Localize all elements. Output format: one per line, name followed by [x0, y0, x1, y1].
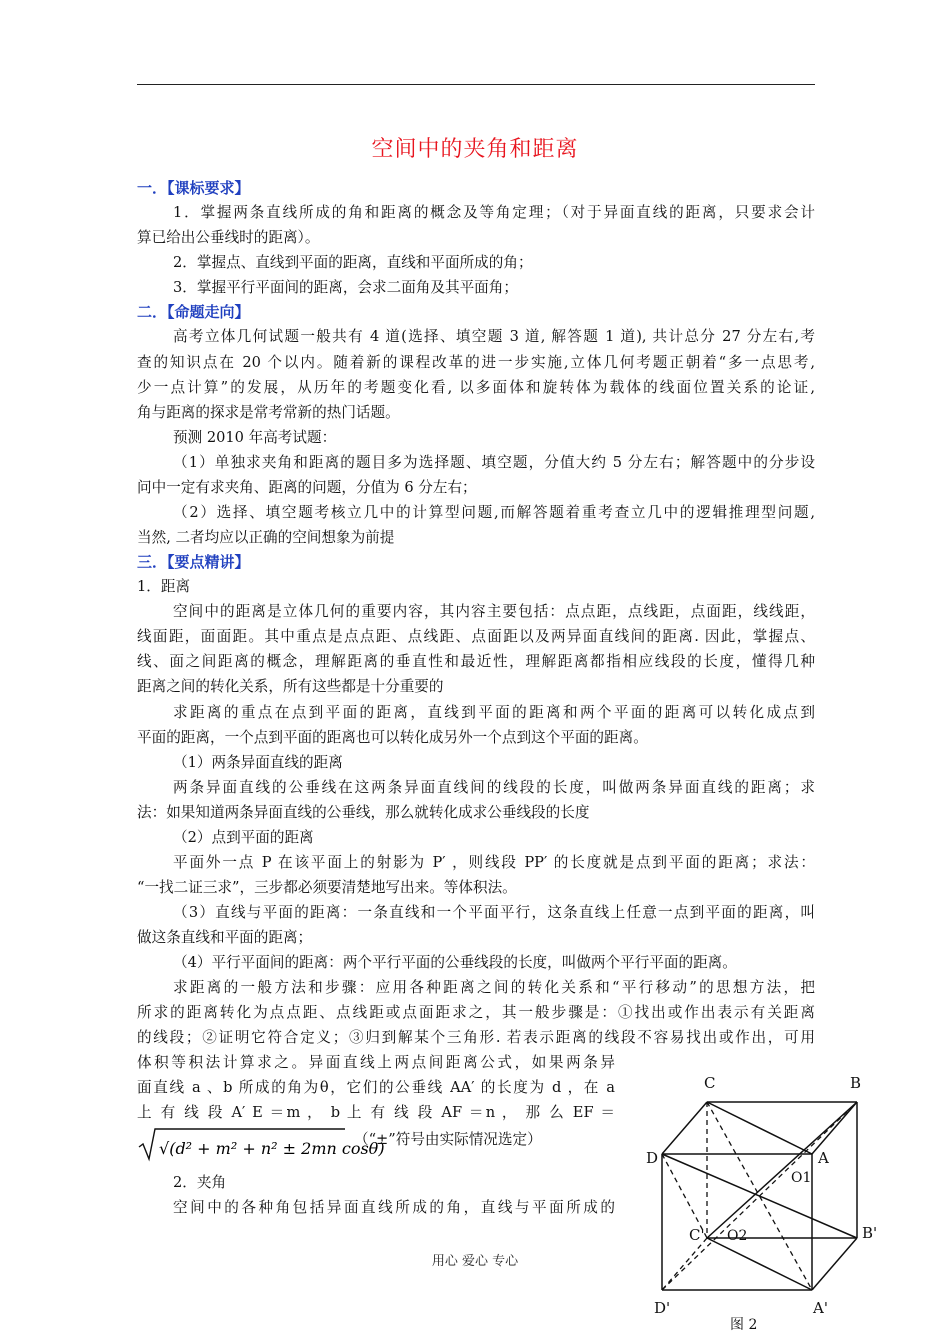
cube-figure [640, 1068, 940, 1338]
paragraph-line: 线、面之间距离的概念，理解距离的垂直性和最近性，理解距离都指相应线段的长度，懂得几种 [137, 653, 815, 670]
paragraph-line: 法：如果知道两条异面直线的公垂线，那么就转化成求公垂线段的长度 [137, 804, 590, 821]
paragraph-line: 算已给出公垂线时的距离）。 [137, 229, 320, 246]
section-heading-1: 一．【课标要求】 [137, 179, 250, 197]
paragraph-line: 3．掌握平行平面间的距离，会求二面角及其平面角； [173, 279, 518, 296]
paragraph-line: 少一点计算”的发展，从历年的考题变化看, 以多面体和旋转体为载体的线面位置关系的论证, [137, 379, 815, 396]
distance-formula [137, 1127, 385, 1163]
vertex-label-c: C [704, 1074, 716, 1092]
paragraph-line: （2）选择、填空题考核立几中的计算型问题,而解答题着重考查立几中的逻辑推理型问题, [173, 504, 815, 521]
paragraph-line: （3）直线与平面的距离：一条直线和一个平面平行，这条直线上任意一点到平面的距离，叫 [173, 904, 815, 921]
paragraph-line: 两条异面直线的公垂线在这两条异面直线间的线段的长度，叫做两条异面直线的距离；求 [173, 779, 815, 796]
vertex-label-a: A [818, 1149, 829, 1167]
paragraph-line: 空间中的各种角包括异面直线所成的角，直线与平面所成的 [173, 1199, 615, 1216]
page-title: 空间中的夹角和距离 [371, 137, 579, 162]
vertex-label-d-prime: D' [654, 1299, 671, 1317]
subheading: 1．距离 [137, 578, 191, 595]
paragraph-line: 平面外一点 P 在该平面上的射影为 P′ ，则线段 PP′ 的长度就是点到平面的距离；求法： [173, 854, 815, 871]
header-rule [137, 84, 815, 85]
vertex-label-b-prime: B' [862, 1224, 878, 1242]
figure-caption: 图 2 [730, 1317, 758, 1333]
point-label-o2: O2 [727, 1228, 748, 1244]
paragraph-line: 1．掌握两条直线所成的角和距离的概念及等角定理；（对于异面直线的距离，只要求会计 [173, 204, 815, 221]
paragraph-line: 体积等积法计算求之。异面直线上两点间距离公式，如果两条异 [137, 1054, 615, 1071]
paragraph-line: 上 有 线 段 A′ E ＝m ， b 上 有 线 段 AF ＝n ， 那 么 EF ＝ [137, 1104, 615, 1121]
paragraph-line: 求距离的重点在点到平面的距离，直线到平面的距离和两个平面的距离可以转化成点到 [173, 704, 815, 721]
point-label-o1: O1 [791, 1170, 812, 1186]
paragraph-line: 做这条直线和平面的距离； [137, 929, 313, 946]
paragraph-line: 预测 2010 年高考试题： [173, 429, 337, 446]
paragraph-line: 查的知识点在 20 个以内。随着新的课程改革的进一步实施,立体几何考题正朝着“多一点思考, [137, 354, 815, 371]
vertex-label-d: D [646, 1149, 659, 1167]
formula-note: （“±”符号由实际情况选定） [354, 1131, 542, 1148]
section-heading-3: 三．【要点精讲】 [137, 553, 250, 571]
paragraph-line: “一找二证三求”，三步都必须要清楚地写出来。等体积法。 [137, 879, 517, 896]
vertex-label-b: B [850, 1074, 862, 1092]
paragraph-line: 当然, 二者均应以正确的空间想象为前提 [137, 529, 395, 546]
paragraph-line: 的线段；②证明它符合定义；③归到解某个三角形. 若表示距离的线段不容易找出或作出，可用 [137, 1029, 815, 1046]
paragraph-line: 2．掌握点、直线到平面的距离，直线和平面所成的角； [173, 254, 533, 271]
section-heading-2: 二．【命题走向】 [137, 303, 250, 321]
paragraph-line: 角与距离的探求是常考常新的热门话题。 [137, 404, 400, 421]
subheading: （1）两条异面直线的距离 [173, 754, 343, 771]
page-footer: 用心 爱心 专心 [431, 1254, 519, 1269]
paragraph-line: 所求的距离转化为点点距、点线距或点面距求之，其一般步骤是：①找出或作出表示有关距离 [137, 1004, 815, 1021]
vertex-label-c-prime: C' [689, 1226, 705, 1244]
paragraph-line: 平面的距离，一个点到平面的距离也可以转化成另外一个点到这个平面的距离。 [137, 729, 648, 746]
paragraph-line: 高考立体几何试题一般共有 4 道(选择、填空题 3 道, 解答题 1 道), 共计总分 27 分左右,考 [173, 328, 815, 345]
paragraph-line: 距离之间的转化关系，所有这些都是十分重要的 [137, 678, 444, 695]
paragraph-line: （4）平行平面间的距离：两个平行平面的公垂线段的长度，叫做两个平行平面的距离。 [173, 954, 737, 971]
vertex-label-a-prime: A' [813, 1299, 828, 1317]
paragraph-line: 问中一定有求夹角、距离的问题，分值为 6 分左右； [137, 479, 477, 496]
paragraph-line: 空间中的距离是立体几何的重要内容，其内容主要包括：点点距，点线距，点面距，线线距， [173, 603, 815, 620]
paragraph-line: （1）单独求夹角和距离的题目多为选择题、填空题，分值大约 5 分左右；解答题中的分步设 [173, 454, 815, 471]
paragraph-line: 线面距，面面距。其中重点是点点距、点线距、点面距以及两异面直线间的距离. 因此，掌握点、 [137, 628, 815, 645]
paragraph-line: 求距离的一般方法和步骤：应用各种距离之间的转化关系和“平行移动”的思想方法，把 [173, 979, 815, 996]
subheading: （2）点到平面的距离 [173, 829, 314, 846]
formula-text: √(d² + m² + n² ± 2mn cosθ) [159, 1139, 385, 1158]
paragraph-line: 面直线 a 、b 所成的角为θ，它们的公垂线 AA′ 的长度为 d ，在 a [137, 1079, 615, 1096]
subheading: 2．夹角 [173, 1174, 227, 1191]
